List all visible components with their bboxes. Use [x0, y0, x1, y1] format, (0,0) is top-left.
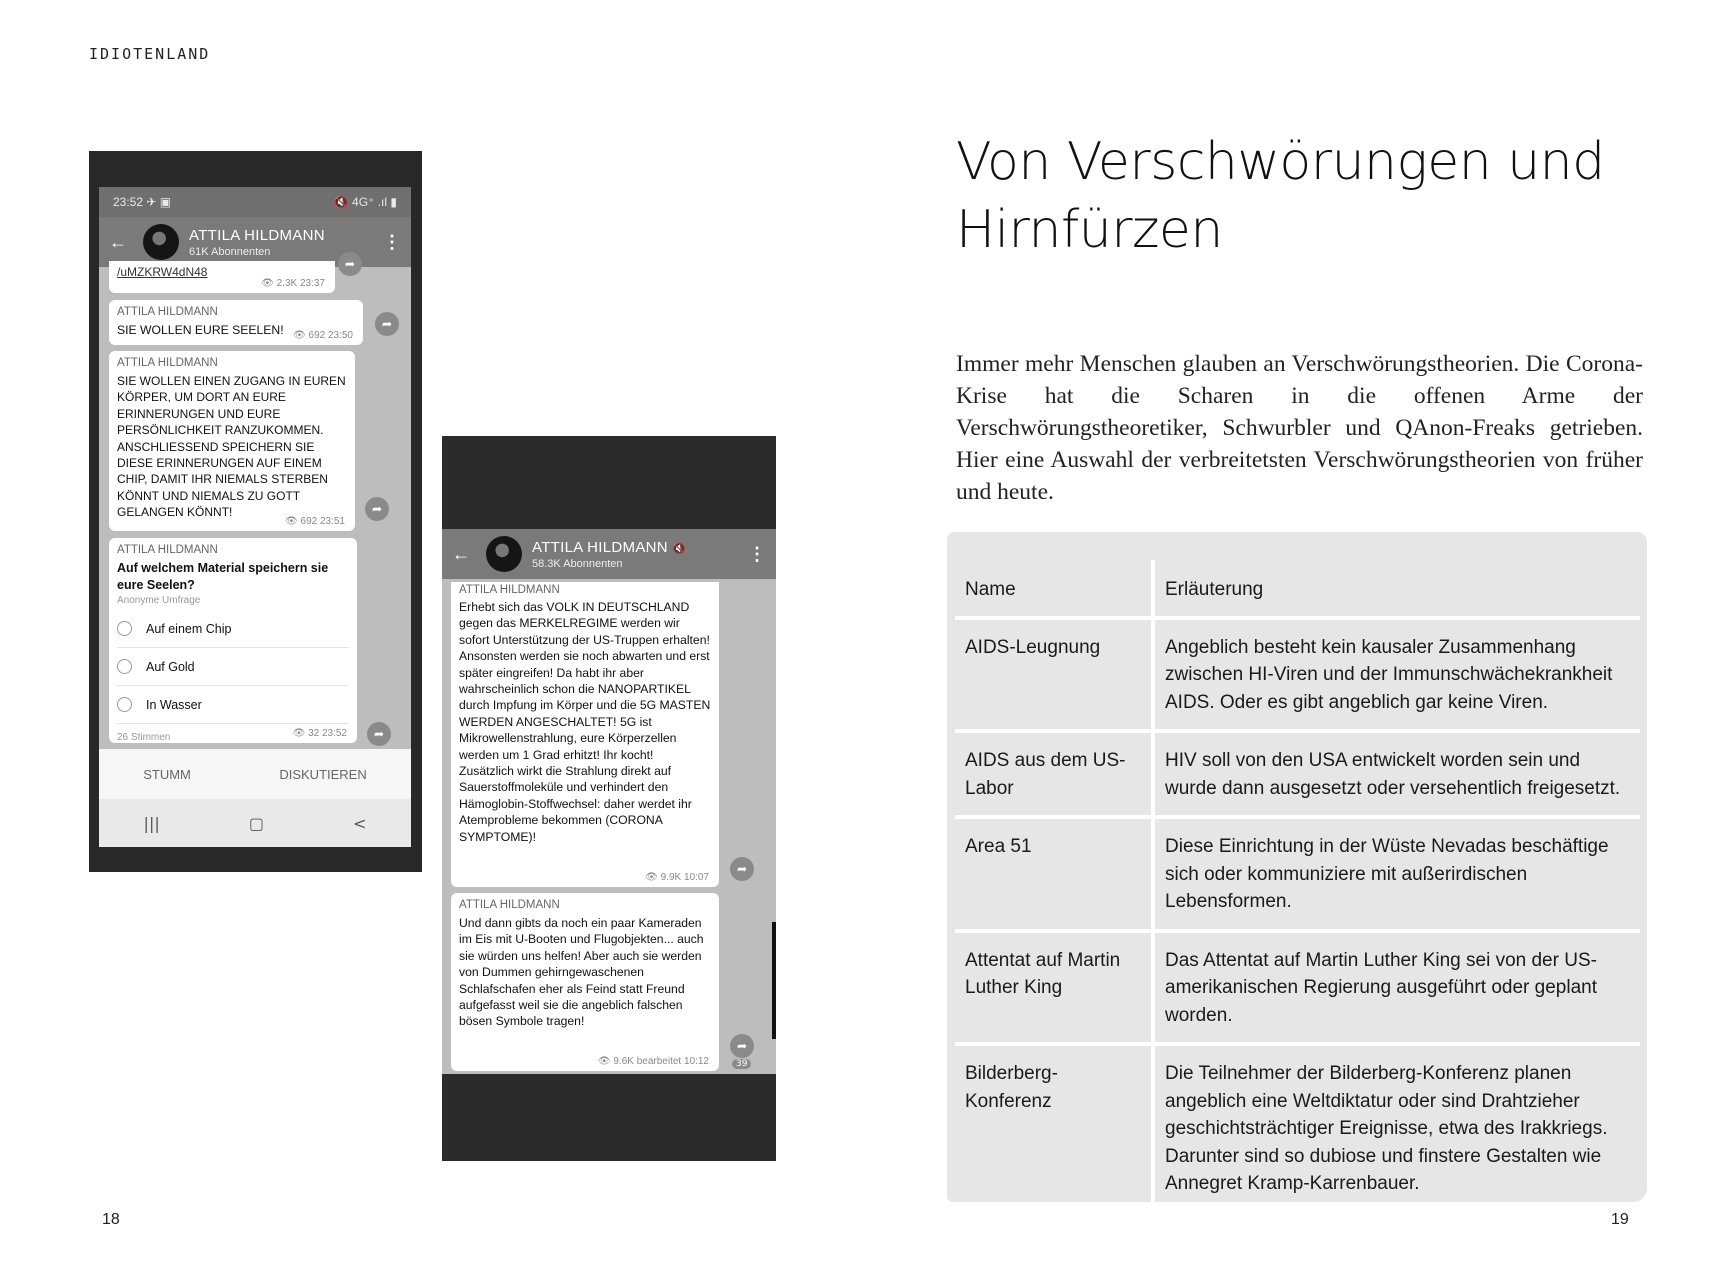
message-sender: ATTILA HILDMANN — [117, 544, 218, 556]
status-icons: ✈ ▣ — [146, 195, 172, 209]
message-meta: 👁 2.3K 23:37 — [261, 278, 325, 289]
message-bubble — [451, 893, 719, 1071]
theory-name: Attentat auf Martin Luther King — [955, 931, 1153, 1045]
channel-name[interactable]: ATTILA HILDMANN — [532, 538, 668, 556]
share-icon[interactable]: ➦ — [375, 312, 399, 336]
theory-name: AIDS aus dem US-Labor — [955, 731, 1153, 817]
share-icon[interactable]: ➦ — [338, 252, 362, 276]
page-number-right: 19 — [1611, 1211, 1629, 1228]
table-row — [955, 618, 1640, 732]
channel-subscribers: 58.3K Abonnenten — [532, 557, 623, 570]
poll-option[interactable] — [117, 610, 349, 648]
message-meta: 👁 9.9K 10:07 — [645, 872, 709, 883]
message-bubble — [109, 351, 355, 531]
radio-icon — [117, 697, 132, 712]
share-icon[interactable]: ➦ — [367, 722, 391, 746]
theory-explanation: Die Teilnehmer der Bilderberg-Konferenz planen angeblich eine Weltdiktatur oder sind Drahtzieher geschichtsträchtiger Ereignisse, etwa des Irakkriegs. Darunter sind so dubiose und finstere Gestalten wie Annegret Kramp-Karrenbauer. — [1165, 1063, 1608, 1194]
theory-explanation: HIV soll von den USA entwickelt worden sein und wurde dann ausgesetzt oder versehentlich freigesetzt. — [1153, 731, 1640, 817]
radio-icon — [117, 621, 132, 636]
unread-badge: 39 — [732, 1059, 751, 1069]
telegram-screenshot-1 — [89, 151, 422, 872]
message-text: SIE WOLLEN EURE SEELEN! — [117, 323, 284, 337]
back-arrow-icon[interactable]: ← — [452, 543, 470, 564]
share-icon[interactable]: ➦ — [730, 857, 754, 881]
status-time: 23:52 — [113, 195, 144, 209]
message-link — [109, 261, 335, 293]
table-row — [955, 731, 1640, 817]
home-icon[interactable]: ▢ — [248, 813, 264, 833]
poll-votes: 26 Stimmen — [117, 732, 171, 743]
channel-actions — [99, 749, 411, 799]
discuss-button[interactable]: DISKUTIEREN — [279, 766, 367, 782]
message-bubble — [109, 300, 363, 345]
column-header-name: Name — [955, 560, 1153, 618]
channel-subscribers: 61K Abonnenten — [189, 245, 271, 258]
share-icon[interactable]: ➦ — [365, 497, 389, 521]
message-sender: ATTILA HILDMANN — [117, 306, 218, 318]
message-text: Und dann gibts da noch ein paar Kameraden im Eis mit U-Booten und Flugobjekten... auch sie würden uns helfen! Aber auch sie werden von Dummen gehirngewaschenen Schlafschafen eher als Feind statt Freund aufgefasst weil sie die angeblich falschen bösen Symbole tragen! — [459, 916, 704, 1029]
chapter-title: Von Verschwörungen und Hirnfürzen — [956, 132, 1605, 260]
message-text: SIE WOLLEN EINEN ZUGANG IN EUREN KÖRPER, UM DORT AN EURE ERINNERUNGEN UND EURE PERSÖNLICHKEIT RANZUKOMMEN. ANSCHLIESSEND SPEICHERN SIE DIESE ERINNERUNGEN AUF EINEM CHIP, DAMIT IHR NIEMALS STERBEN KÖNNT UND NIEMALS ZU GOTT GELANGEN KÖNNT! — [117, 374, 346, 520]
poll-option[interactable] — [117, 686, 349, 724]
table-row — [955, 931, 1640, 1045]
status-right-icons: 🔇 4G⁺ .ıl ▮ — [333, 195, 397, 209]
theory-explanation: Das Attentat auf Martin Luther King sei von der US-amerikanischen Regierung ausgeführt oder geplant worden. — [1153, 931, 1640, 1045]
channel-header — [442, 529, 776, 579]
channel-header — [99, 217, 411, 267]
conspiracy-table-box — [947, 532, 1647, 1202]
theory-explanation: Angeblich besteht kein kausaler Zusammenhang zwischen HI-Viren und der Immunschwächekrankheit AIDS. Oder es gibt angeblich gar keine Viren. — [1153, 618, 1640, 732]
theory-explanation: Diese Einrichtung in der Wüste Nevadas beschäftige sich oder kommuniziere mit außerirdischen Lebensformen. — [1153, 817, 1640, 931]
poll-option-label: In Wasser — [146, 697, 202, 712]
avatar[interactable] — [486, 536, 522, 572]
recent-apps-icon[interactable]: ||| — [143, 813, 160, 833]
phone-screen — [99, 187, 411, 847]
running-head: IDIOTENLAND — [89, 45, 211, 63]
poll-type: Anonyme Umfrage — [117, 595, 201, 606]
back-nav-icon[interactable]: < — [353, 813, 367, 833]
table-header-row — [955, 560, 1640, 618]
telegram-screenshot-2 — [442, 436, 776, 1161]
poll-option-label: Auf einem Chip — [146, 621, 232, 636]
message-meta: 👁 692 23:51 — [285, 516, 345, 527]
poll-option-label: Auf Gold — [146, 659, 195, 674]
theory-name: Bilderberg-Konferenz — [955, 1044, 1153, 1211]
radio-icon — [117, 659, 132, 674]
mute-button[interactable]: STUMM — [143, 766, 191, 782]
poll-question: Auf welchem Material speichern sie eure Seelen? — [117, 561, 329, 592]
message-sender: ATTILA HILDMANN — [459, 899, 560, 911]
phone-screen — [442, 529, 776, 1074]
message-sender: ATTILA HILDMANN — [459, 584, 560, 596]
more-options-icon[interactable]: ⋮ — [383, 231, 401, 252]
table-row — [955, 1044, 1640, 1211]
message-link-text[interactable]: /uMZKRW4dN48 — [117, 265, 208, 279]
message-bubble — [451, 582, 719, 887]
table-row — [955, 817, 1640, 931]
message-meta: 👁 692 23:50 — [293, 330, 353, 341]
conspiracy-table — [955, 560, 1640, 1211]
theory-name: Area 51 — [955, 817, 1153, 931]
status-bar — [99, 187, 411, 217]
muted-icon: 🔇 — [672, 542, 687, 555]
back-arrow-icon[interactable]: ← — [109, 231, 127, 252]
column-header-explanation: Erläuterung — [1153, 560, 1640, 618]
message-sender: ATTILA HILDMANN — [117, 357, 218, 369]
channel-name[interactable]: ATTILA HILDMANN — [189, 226, 325, 244]
intro-paragraph: Immer mehr Menschen glauben an Verschwörungstheorien. Die Corona-Krise hat die Scharen in die offenen Arme der Verschwörungstheoretiker, Schwurbler und QAnon-Freaks getrieben. Hier eine Auswahl der verbreitetsten Verschwörungstheorien von früher und heute. — [956, 351, 1643, 505]
scrollbar[interactable] — [772, 922, 776, 1039]
share-icon[interactable]: ➦ — [730, 1034, 754, 1058]
poll-bubble — [109, 538, 357, 743]
poll-option[interactable] — [117, 648, 349, 686]
message-meta: 👁 32 23:52 — [292, 728, 347, 739]
more-options-icon[interactable]: ⋮ — [748, 543, 766, 564]
avatar[interactable] — [143, 224, 179, 260]
android-nav-bar — [99, 799, 411, 847]
message-text: Erhebt sich das VOLK IN DEUTSCHLAND gegen das MERKELREGIME werden wir sofort Unterstützung der US-Truppen erhalten! Ansonsten werden sie noch abwarten und erst später eingreifen! Da habt ihr aber wahrscheinlich schon die NANOPARTIKEL durch Impfung im Körper und die 5G MASTEN WERDEN ANGESCHALTET! 5G ist Mikrowellenstrahlung, eure Körperzellen werden um 1 Grad erhitzt! Ihr kocht! Zusätzlich wirkt die Strahlung direkt auf Sauerstoffmoleküle und verhindert den Hämoglobin-Stoffwechsel: daher werdet ihr Atemprobleme bekommen (CORONA SYMPTOME)! — [459, 600, 711, 844]
page-number-left: 18 — [102, 1211, 120, 1228]
message-meta: 👁 9.6K bearbeitet 10:12 — [597, 1056, 709, 1067]
theory-name: AIDS-Leugnung — [955, 618, 1153, 732]
